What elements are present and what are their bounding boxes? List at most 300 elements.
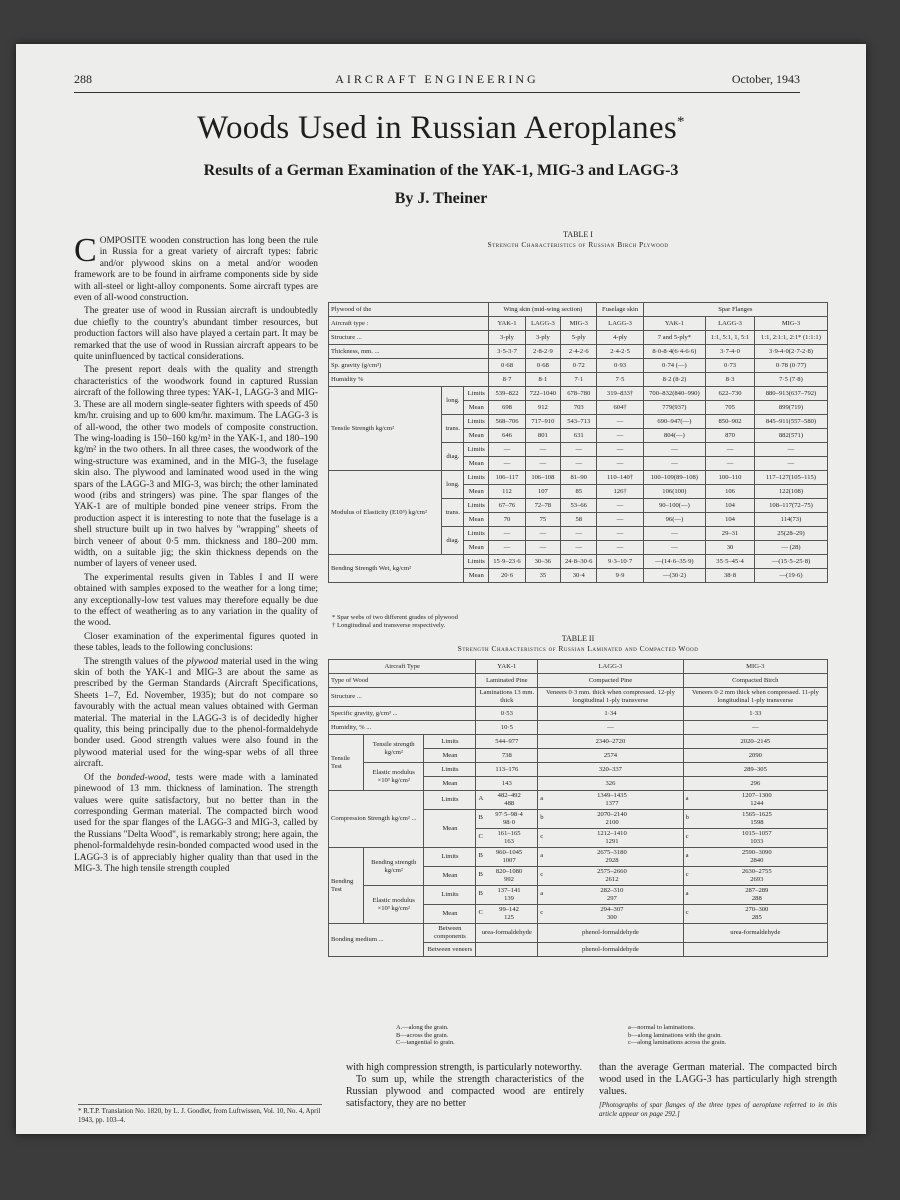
row-label: Type of Wood (329, 674, 476, 688)
value-mean: 300 (606, 914, 617, 921)
table1-simple-rows (329, 345, 828, 387)
table-cell: Compacted Pine (538, 674, 683, 688)
table-cell: YAK-1 (643, 317, 705, 331)
value-limits: 1349–1435 (597, 792, 627, 799)
value-mean: 297 (606, 895, 617, 902)
table-header: Fuselage skin (597, 303, 643, 317)
group-label: Compression Strength kg/cm² ... (329, 791, 424, 848)
table-cell: — (525, 443, 560, 457)
table-cell: 3·7-4·0 (706, 345, 755, 359)
table-cell (476, 867, 538, 886)
journal-page (16, 44, 866, 1134)
value-limits: 270–300 (745, 906, 769, 913)
table-cell: 110–140† (597, 471, 643, 485)
table-row (329, 345, 828, 359)
table-cell: urea-formaldehyde (683, 924, 827, 943)
value-mean: 2100 (605, 819, 619, 826)
table1-tensile-rows (329, 387, 828, 471)
table1-number: TABLE I (563, 230, 593, 239)
value-limits: 2590–3090 (741, 849, 772, 856)
stat-label: Limits (424, 791, 476, 810)
table-row (329, 331, 828, 345)
table2-number: TABLE II (561, 634, 595, 643)
table1-title: Strength Characteristics of Russian Birch Plywood (487, 240, 669, 249)
direction-code: c (540, 833, 544, 840)
table-row (329, 791, 828, 810)
table-cell: 0·78 (0·77) (754, 359, 827, 373)
table-cell: 2·4-2·6 (560, 345, 597, 359)
paragraph: The strength values of the plywood material used in the wing skin of both the YAK-1 and MIG-3 are about the same as prescribed by the German Standards (Aircraft Specifications, Sheets 1–7, Ed. November, 1935); but do not compare so favourably with the actual mean values obtained with German material. The material in the LAGG-3 is of decidedly higher quality, this being principally due to the phenol-formaldehyde bonder used. Good strength values were also found in the plywood material used for the wing-spar webs of all three aircraft. (74, 656, 318, 770)
group-label: Bending Strength Wet, kg/cm² (329, 555, 464, 583)
table-cell: 75 (525, 513, 560, 527)
table-cell: 8·3 (706, 373, 755, 387)
table-cell: phenol-formaldehyde (538, 943, 683, 957)
table-row (329, 555, 828, 569)
value-mean: 125 (504, 914, 514, 921)
table-cell: 8·1 (525, 373, 560, 387)
photo-note: [Photographs of spar flanges of the three types of aeroplane referred to in this article appear on page 292.] (599, 1101, 837, 1118)
page-number: 288 (74, 72, 92, 86)
direction-code: b (540, 814, 544, 821)
value-mean: 98·0 (502, 819, 516, 826)
table-cell: 8·0-8·4(6·4-6·6) (643, 345, 705, 359)
table-row (329, 886, 828, 905)
table-cell: 320–337 (538, 763, 683, 777)
table-cell: 1·34 (538, 707, 683, 721)
row-label: Thickness, mm. ... (329, 345, 489, 359)
table-cell: 29–31 (706, 527, 755, 541)
table-cell: 326 (538, 777, 683, 791)
table2-compression-rows (329, 791, 828, 848)
table-header: Wing skin (mid-wing section) (489, 303, 597, 317)
row-sublabel: Between components (424, 924, 476, 943)
table-header: Aircraft Type (329, 660, 476, 674)
table-cell: — (525, 541, 560, 555)
direction-code: a (685, 795, 689, 802)
table-cell: 870 (706, 429, 755, 443)
table-cell: — (489, 457, 526, 471)
value-limits: 2575–2660 (597, 868, 627, 875)
stat-label: Limits (464, 387, 489, 401)
table-cell: — (538, 721, 683, 735)
value-limits: 482–492 (497, 792, 521, 799)
table-header: Plywood of the (329, 303, 489, 317)
article-byline: By J. Theiner (394, 190, 488, 207)
table-cell (538, 848, 683, 867)
table-cell: 1·33 (683, 707, 827, 721)
table-cell: Veneers 0·3 mm. thick when compressed. 12-ply longitudinal 1-ply transverse (538, 688, 683, 707)
table-cell: Laminated Pine (476, 674, 538, 688)
table-cell: — (597, 513, 643, 527)
table-cell: 30·4 (560, 569, 597, 583)
stat-label: Mean (424, 777, 476, 791)
table-cell (538, 810, 683, 829)
direction-code: B (478, 871, 483, 878)
paragraph: COMPOSITE wooden construction has long been the rule in Russia for a great variety of aircraft types: fabric and/or plywood skins on a metal and/or wooden framework are to be found in airframe components side by side with all-steel or light-alloy components. Some aircraft types are even of all-wood construction. (74, 232, 318, 304)
table-cell: 7·5 (597, 373, 643, 387)
table-cell: 2340–2720 (538, 735, 683, 749)
table-row (329, 688, 828, 707)
table-cell: 912 (525, 401, 560, 415)
table-cell: 539–822 (489, 387, 526, 401)
table-cell: — (597, 541, 643, 555)
direction-label: long. (442, 471, 464, 499)
table-cell: 700–832(840–990) (643, 387, 705, 401)
table-row (329, 735, 828, 749)
value-limits: 2675–3180 (597, 849, 627, 856)
table-cell: 804(—) (643, 429, 705, 443)
table-cell: LAGG-3 (706, 317, 755, 331)
row-label: Humidity % (329, 373, 489, 387)
table-cell: 646 (489, 429, 526, 443)
table-cell: 690–947(—) (643, 415, 705, 429)
table1 (328, 302, 828, 583)
table-cell: 0·72 (560, 359, 597, 373)
table-cell: 3-ply (489, 331, 526, 345)
table-cell: 0·74 (—) (643, 359, 705, 373)
table-row (329, 317, 828, 331)
table-cell (683, 867, 827, 886)
table-cell (683, 905, 827, 924)
direction-code: c (685, 909, 689, 916)
table-cell: 543–713 (560, 415, 597, 429)
table-cell: —(14·6–35·9) (643, 555, 705, 569)
table-cell (538, 867, 683, 886)
table-cell: urea-formaldehyde (476, 924, 538, 943)
group-label: Bending Test (329, 848, 364, 924)
table-cell: 104 (706, 513, 755, 527)
table-cell: 622–730 (706, 387, 755, 401)
table-cell (538, 829, 683, 848)
table-cell: 7·5 (7·8) (754, 373, 827, 387)
table-cell: 631 (560, 429, 597, 443)
value-limits: 1212–1410 (597, 830, 627, 837)
table-cell: 5-ply (560, 331, 597, 345)
table2-bending-rows (329, 848, 828, 924)
table-row (329, 373, 828, 387)
value-mean: 1033 (750, 838, 764, 845)
stat-label: Limits (424, 886, 476, 905)
legend-entry: C—tangential to grain. (396, 1039, 455, 1047)
drop-cap: C (74, 232, 97, 269)
stat-label: Mean (464, 401, 489, 415)
table-cell: YAK-1 (489, 317, 526, 331)
table2 (328, 659, 828, 957)
direction-label: trans. (442, 415, 464, 443)
table-note: † Longitudinal and transverse respectively. (332, 622, 446, 629)
group-label: Modulus of Elasticity (E10³) kg/cm² (329, 471, 442, 555)
table-cell: LAGG-3 (525, 317, 560, 331)
value-mean: 488 (504, 800, 515, 807)
table-cell: 106–117 (489, 471, 526, 485)
direction-code: a (685, 852, 689, 859)
table-row (329, 303, 828, 317)
table-cell: 882(571) (754, 429, 827, 443)
table-cell: 100–109(89–108) (643, 471, 705, 485)
direction-code: C (478, 833, 483, 840)
row-label: Aircraft type : (329, 317, 489, 331)
table-cell: — (28) (754, 541, 827, 555)
table-cell: Compacted Birch (683, 674, 827, 688)
table-cell: 70 (489, 513, 526, 527)
table2-tensile-rows (329, 735, 828, 791)
direction-code: A (478, 795, 484, 802)
value-mean: 1377 (605, 800, 619, 807)
value-mean: 1007 (502, 857, 516, 864)
row-label: Bonding medium ... (329, 924, 424, 957)
table-cell: — (489, 541, 526, 555)
table-cell: — (683, 721, 827, 735)
table-header: YAK-1 (476, 660, 538, 674)
table-cell: — (489, 527, 526, 541)
test-label: Elastic modulus ×10³ kg/cm² (363, 763, 424, 791)
table-cell: 703 (560, 401, 597, 415)
value-mean: 2928 (605, 857, 619, 864)
row-sublabel: Between veneers (424, 943, 476, 957)
table-cell: 117–127(105–115) (754, 471, 827, 485)
stat-label: Mean (464, 541, 489, 555)
table2-title: Strength Characteristics of Russian Laminated and Compacted Wood (457, 644, 699, 653)
table-cell: 3·5-3·7 (489, 345, 526, 359)
table2-caption (328, 634, 828, 654)
paragraph: Of the bonded-wood, tests were made with a laminated pinewood of 13 mm. thickness of lamination. The strength values were quite satisfactory, but no better than in the corresponding German material. The compacted birch wood used for the spar flanges of the LAGG-3 and MIG-3, called by the Russians "Delta Wood", is remarkably strong; here again, the phenol-formaldehyde resin-bonded compacted wood used in the LAGG-3 is of appreciably higher quality than that used in the MIG-3. The high tensile strength coupled (74, 772, 318, 874)
table-cell: 0·53 (476, 707, 538, 721)
value-limits: 2070–2140 (597, 811, 627, 818)
table-cell: 2090 (683, 749, 827, 763)
table-cell: LAGG-3 (597, 317, 643, 331)
stat-label: Mean (464, 569, 489, 583)
stat-label: Mean (464, 485, 489, 499)
test-label: Tensile strength kg/cm² (363, 735, 424, 763)
table-cell: 81–90 (560, 471, 597, 485)
table-cell: 544–977 (476, 735, 538, 749)
table-cell: 35 (525, 569, 560, 583)
table1-modulus-rows (329, 471, 828, 555)
table-cell: 106 (706, 485, 755, 499)
stat-label: Mean (424, 810, 476, 848)
row-label: Structure ... (329, 331, 489, 345)
table-cell: 126† (597, 485, 643, 499)
table-note: * Spar webs of two different grades of plywood (332, 614, 458, 621)
article-title: Woods Used in Russian Aeroplanes* (197, 110, 685, 146)
table1-caption (328, 230, 828, 250)
table-cell: — (706, 443, 755, 457)
table-header: Spar Flanges (643, 303, 827, 317)
group-label: Tensile Test (329, 735, 364, 791)
table-cell: 1:1, 2:1:1, 2:1* (1:1:1) (754, 331, 827, 345)
table-cell (538, 791, 683, 810)
direction-code: c (685, 833, 689, 840)
table-cell: — (754, 443, 827, 457)
direction-code: c (540, 909, 544, 916)
table-cell: — (560, 457, 597, 471)
table-cell: — (560, 541, 597, 555)
table-header: LAGG-3 (538, 660, 683, 674)
direction-code: a (540, 852, 544, 859)
table-cell: — (643, 527, 705, 541)
table-cell (683, 791, 827, 810)
table-cell (476, 886, 538, 905)
value-mean: 2612 (605, 876, 619, 883)
value-limits: 99–142 (499, 906, 519, 913)
direction-code: b (685, 814, 689, 821)
direction-label: diag. (442, 443, 464, 471)
value-limits: 1015–1057 (741, 830, 772, 837)
value-mean: 139 (504, 895, 514, 902)
table-cell: 0·68 (525, 359, 560, 373)
value-limits: 161–165 (497, 830, 521, 837)
table-cell: 8·7 (489, 373, 526, 387)
table-cell: — (525, 527, 560, 541)
table-cell: 104 (706, 499, 755, 513)
row-label: Humidity, % ... (329, 721, 476, 735)
value-limits: 137–141 (497, 887, 521, 894)
value-limits: 282–310 (600, 887, 624, 894)
table-cell: — (643, 457, 705, 471)
value-mean: 2840 (750, 857, 764, 864)
table-cell: 2574 (538, 749, 683, 763)
table-cell: 845–911(557–580) (754, 415, 827, 429)
header-rule (74, 92, 800, 93)
paragraph: Closer examination of the experimental figures quoted in these tables, leads to the following conclusions: (74, 631, 318, 654)
legend-entry: c—along laminations across the grain. (628, 1039, 727, 1047)
table-header: MIG-3 (683, 660, 827, 674)
table-cell: MIG-3 (754, 317, 827, 331)
direction-label: long. (442, 387, 464, 415)
table-cell: —(15·5–25·8) (754, 555, 827, 569)
stat-label: Limits (464, 527, 489, 541)
table-cell: Veneers 0·2 mm thick when compressed. 11-ply longitudinal 1-ply transverse (683, 688, 827, 707)
table-cell: 3-ply (525, 331, 560, 345)
stat-label: Limits (464, 443, 489, 457)
table-cell: 2020–2145 (683, 735, 827, 749)
stat-label: Limits (464, 555, 489, 569)
stat-label: Limits (424, 848, 476, 867)
table-cell: 2·8-2·9 (525, 345, 560, 359)
row-label: Specific gravity, g/cm³ ... (329, 707, 476, 721)
table-cell: 2·4-2·5 (597, 345, 643, 359)
legend-entry: a—normal to laminations. (628, 1024, 695, 1031)
table-cell (538, 905, 683, 924)
table-cell: —(19·6) (754, 569, 827, 583)
table-cell: 568–706 (489, 415, 526, 429)
table-cell: 319–833† (597, 387, 643, 401)
direction-code: a (685, 890, 689, 897)
table-cell: — (754, 457, 827, 471)
table-cell: — (560, 443, 597, 457)
table-cell: — (643, 443, 705, 457)
direction-code: a (540, 890, 544, 897)
row-label: Structure ... (329, 688, 476, 707)
table-cell (476, 810, 538, 829)
table-cell: — (560, 527, 597, 541)
table-cell: 850–902 (706, 415, 755, 429)
table-cell (476, 943, 538, 957)
table-cell: 106–108 (525, 471, 560, 485)
direction-label: trans. (442, 499, 464, 527)
legend-entry: A.—along the grain. (396, 1024, 449, 1031)
table-cell: 3·9-4·0(2·7-2·8) (754, 345, 827, 359)
table-row (329, 359, 828, 373)
table-cell: 722–1040 (525, 387, 560, 401)
table-cell: — (597, 527, 643, 541)
value-mean: 163 (504, 838, 514, 845)
table-cell: 30–36 (525, 555, 560, 569)
table-cell: — (643, 541, 705, 555)
paragraph: The greater use of wood in Russian aircraft is undoubtedly due chiefly to the country's abundant timber resources, but production factors will also have played a certain part. It may be remarked that the use of wood in Russian aircraft appears to be quite uninfluenced by tactical considerations. (74, 306, 318, 363)
stat-label: Mean (424, 905, 476, 924)
value-mean: 1244 (750, 800, 764, 807)
table-row (329, 763, 828, 777)
table-row (329, 848, 828, 867)
table-row (329, 707, 828, 721)
test-label: Bending strength kg/cm² (363, 848, 424, 886)
table-cell: 289–305 (683, 763, 827, 777)
table-row (329, 674, 828, 688)
table-cell (683, 848, 827, 867)
body-column-right (599, 1062, 837, 1119)
test-label: Elastic modulus ×10³ kg/cm² (363, 886, 424, 924)
table1-bending-rows (329, 555, 828, 583)
title-footnote-mark: * (677, 114, 685, 130)
value-limits: 2630–2755 (741, 868, 772, 875)
running-header (74, 72, 800, 92)
direction-code: B (478, 814, 483, 821)
direction-code: B (478, 890, 483, 897)
table-cell: — (597, 443, 643, 457)
value-limits: 97·5–98·4 (495, 811, 523, 818)
table-cell: 100–110 (706, 471, 755, 485)
direction-code: c (540, 871, 544, 878)
table-cell: 20·6 (489, 569, 526, 583)
table-cell: 24·8–30·6 (560, 555, 597, 569)
table-row (329, 471, 828, 485)
stat-label: Limits (464, 471, 489, 485)
stat-label: Limits (424, 763, 476, 777)
table-row (329, 721, 828, 735)
table-cell (476, 829, 538, 848)
legend-entry: B—across the grain. (396, 1031, 449, 1039)
table-cell: 96(—) (643, 513, 705, 527)
table-cell: — (706, 457, 755, 471)
table-cell: 801 (525, 429, 560, 443)
table-cell: 7·1 (560, 373, 597, 387)
table-row (329, 387, 828, 401)
row-label: Sp. gravity (g/cm³) (329, 359, 489, 373)
table-cell: 8·2 (8·2) (643, 373, 705, 387)
table-row (329, 660, 828, 674)
table-cell: 122(108) (754, 485, 827, 499)
stat-label: Mean (464, 513, 489, 527)
table-cell: 899(719) (754, 401, 827, 415)
stat-label: Limits (464, 499, 489, 513)
table-cell: phenol-formaldehyde (538, 924, 683, 943)
table-cell: — (597, 429, 643, 443)
stat-label: Mean (424, 867, 476, 886)
table-cell: 1:1, 5:1, 1, 5:1 (706, 331, 755, 345)
body-column-middle (346, 1062, 584, 1110)
table-cell: 72–78 (525, 499, 560, 513)
value-limits: 1565–1625 (742, 811, 772, 818)
table-cell: —(30·2) (643, 569, 705, 583)
table-cell: 9·9 (597, 569, 643, 583)
table-cell: MIG-3 (560, 317, 597, 331)
paragraph: The experimental results given in Tables I and II were obtained with samples exposed to the weather for a long time; any exceptionally-low test values may therefore equally be due to the effect of weathering as to any variation in the quality of the wood. (74, 572, 318, 629)
paragraph: The present report deals with the quality and strength characteristics of the woodwork found in captured Russian aircraft of the following three types: YAK-1, LAGG-3 and MIG-3. These are all modern single-seater fighters with speeds of 450 km/hr. cruising and up to 600 km/hr. maximum. The LAGG-3 is of all-wood, the other two models of composite construction. The wing-loading is 150–160 kg/m² in the YAK-1, and 180–190 kg/m² in the two others. In all three cases, the woodwork of the wing-structure was examined, and in the MIG-3, the fuselage skin also. The plywood and laminated wood used in the wing spars of the LAGG-3 and MIG-3, was birch; the other laminated wood (ribs and stringers) was pine. The spar flanges of the YAK-1 are of multiple bonded pine veneer strips. From the production aspect it is interesting to note that the fuselage is a shell structure built up in two halves by "wrapping" sheets of birch veneer of about 0·5 mm. thickness and 180–200 mm. width, on a suitable jig; the skin thickness depends on the number of layers of veneer used. (74, 365, 318, 570)
table-cell: 38·8 (706, 569, 755, 583)
table-cell: 779(937) (643, 401, 705, 415)
table-cell: 58 (560, 513, 597, 527)
